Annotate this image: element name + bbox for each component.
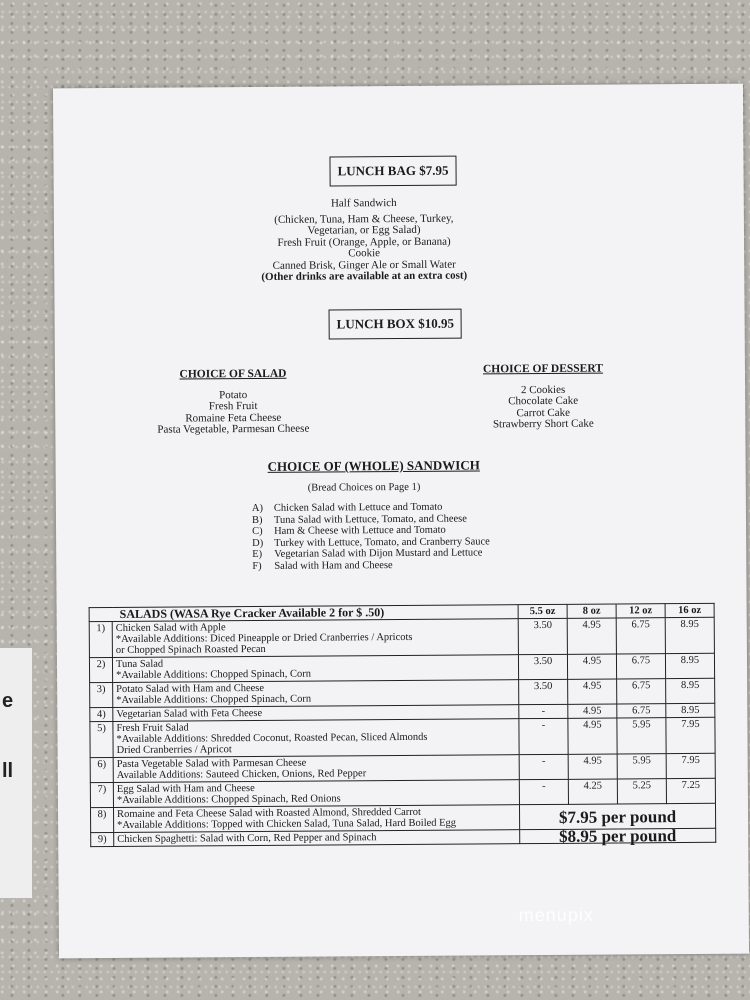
price-cell: 4.95 (568, 718, 617, 754)
price-cell: 4.95 (568, 679, 617, 704)
price-cell: 8.95 (666, 678, 715, 703)
lunch-box-title: LUNCH BOX $10.95 (329, 309, 463, 340)
price-cell: - (519, 718, 568, 754)
lunch-bag-contents (214, 197, 515, 284)
price-cell: 8.95 (666, 703, 715, 717)
choice-of-dessert-heading: CHOICE OF DESSERT (482, 362, 603, 376)
price-cell: 5.95 (617, 754, 666, 779)
price-cell: - (519, 754, 568, 779)
salad-line: Vegetarian Salad with Feta Cheese (116, 707, 263, 720)
row-number: 9) (91, 833, 114, 847)
lunch-bag-line: Half Sandwich (330, 197, 397, 210)
price-cell: 7.95 (666, 753, 715, 778)
price-cell: 6.75 (617, 679, 666, 704)
table-row (91, 828, 716, 846)
dessert-choice-item: 2 Cookies (520, 383, 566, 396)
price-cell: - (519, 779, 568, 804)
salad-line: Egg Salad with Ham and Cheese (116, 783, 255, 795)
price-cell: 8.95 (665, 653, 714, 678)
salad-line: Chicken Salad with Apple (115, 622, 226, 634)
price-cell: 3.50 (518, 618, 567, 654)
salad-line: or Chopped Spinach Roasted Pecan (115, 643, 266, 656)
price-cell: 3.50 (519, 679, 568, 704)
salad-description (113, 719, 519, 758)
sandwich-letter: F) (252, 560, 262, 573)
sandwich-item (252, 513, 490, 526)
sandwich-item (252, 548, 490, 561)
sandwich-text: Ham & Cheese with Lettuce and Tomato (274, 524, 446, 538)
salad-description (112, 655, 518, 683)
choice-of-salad-heading: CHOICE OF SALAD (179, 367, 287, 381)
sandwich-text: Chicken Salad with Lettuce and Tomato (273, 501, 443, 514)
price-cell: 6.75 (616, 618, 665, 654)
salad-line: Dried Cranberries / Apricot (116, 744, 232, 756)
price-cell: 6.75 (616, 654, 665, 679)
price-cell: - (519, 704, 568, 718)
salad-choice-item: Fresh Fruit (208, 399, 258, 413)
choice-of-dessert (463, 363, 623, 431)
row-number: 3) (90, 683, 113, 708)
row-number: 6) (90, 758, 113, 783)
price-cell: 4.25 (568, 779, 617, 804)
sandwich-letter: B) (251, 514, 263, 526)
price-cell: 3.50 (518, 654, 567, 679)
salad-choice-item: Potato (219, 388, 248, 401)
salad-line: Chicken Spaghetti: Salad with Corn, Red Pepper and Spinach (117, 832, 377, 845)
price-cell: 7.95 (666, 717, 715, 753)
salad-line: *Available Additions: Chopped Spinach, Corn (116, 668, 312, 681)
choice-of-salad (133, 368, 333, 436)
salad-line: Available Additions: Sauteed Chicken, Onions, Red Pepper (116, 768, 367, 781)
per-pound-price: $8.95 per pound (520, 828, 716, 843)
salad-description (113, 755, 519, 783)
side-card-letter: e (2, 690, 14, 712)
sandwich-heading: CHOICE OF (WHOLE) SANDWICH (267, 457, 480, 474)
salad-description (113, 780, 519, 808)
sandwich-letter: A) (251, 502, 264, 515)
salad-description (113, 680, 519, 708)
salads-price-table (89, 603, 717, 847)
dessert-choice-item: Carrot Cake (516, 406, 571, 419)
size-header: 12 oz (616, 604, 665, 618)
price-cell: 5.95 (617, 718, 666, 754)
bread-choices-note: (Bread Choices on Page 1) (307, 481, 421, 494)
lunch-bag-line: Fresh Fruit (Orange, Apple, or Banana) (277, 235, 451, 249)
sandwich-text: Turkey with Lettuce, Tomato, and Cranberry Sauce (274, 536, 490, 549)
sandwich-list (252, 501, 490, 572)
table-row (90, 717, 715, 757)
price-cell: 4.95 (567, 654, 616, 679)
lunch-bag-drinks-note: (Other drinks are available at an extra cost) (261, 269, 468, 283)
price-cell: 7.25 (666, 778, 715, 803)
salad-line: *Available Additions: Diced Pineapple or Dried Cranberries / Apricots (115, 631, 413, 645)
size-header: 8 oz (567, 604, 616, 618)
salad-line: Fresh Fruit Salad (116, 722, 189, 734)
side-menu-card-edge (0, 648, 32, 898)
salad-description (114, 830, 520, 847)
lunch-bag-line: Canned Brisk, Ginger Ale or Small Water (272, 258, 456, 272)
salad-line: *Available Additions: Chopped Spinach, Corn (116, 693, 312, 706)
dessert-choice-item: Chocolate Cake (508, 394, 579, 408)
sandwich-letter: C) (252, 526, 263, 538)
salad-line: Pasta Vegetable Salad with Parmesan Cheese (116, 757, 307, 770)
row-number: 1) (89, 622, 112, 658)
salad-choice-item: Pasta Vegetable, Parmesan Cheese (157, 422, 310, 436)
price-cell: 8.95 (665, 617, 714, 653)
salad-line: Tuna Salad (115, 658, 164, 670)
sandwich-text: Tuna Salad with Lettuce, Tomato, and Cheese (273, 513, 467, 526)
row-number: 8) (90, 808, 113, 833)
salad-description (112, 619, 518, 658)
salad-line: *Available Additions: Shredded Coconut, Roasted Pecan, Sliced Almonds (116, 731, 428, 745)
salad-line: Potato Salad with Ham and Cheese (116, 682, 265, 695)
table-row (89, 617, 714, 657)
lunch-bag-line: (Chicken, Tuna, Ham & Cheese, Turkey, (274, 212, 454, 226)
price-cell: 5.25 (617, 779, 666, 804)
sandwich-item (252, 559, 490, 572)
lunch-bag-line: Cookie (348, 247, 381, 260)
salad-description (113, 805, 519, 833)
dessert-choice-item: Strawberry Short Cake (492, 417, 594, 431)
row-number: 4) (90, 708, 113, 722)
row-number: 5) (90, 722, 113, 758)
price-cell: 4.95 (568, 754, 617, 779)
price-cell: 4.95 (567, 618, 616, 654)
sandwich-letter: D) (252, 537, 264, 549)
per-pound-price: $7.95 per pound (519, 803, 715, 829)
size-header: 5.5 oz (518, 604, 567, 618)
price-cell: 6.75 (617, 704, 666, 718)
lunch-bag-line: Vegetarian, or Egg Salad) (307, 223, 421, 237)
salads-table-title: SALADS (WASA Rye Cracker Available 2 for $ .50) (89, 605, 518, 622)
sandwich-text: Vegetarian Salad with Dijon Mustard and Lettuce (274, 547, 483, 561)
row-number: 7) (90, 783, 113, 808)
salad-choice-item: Romaine Feta Cheese (185, 411, 282, 425)
price-cell: 4.95 (568, 704, 617, 718)
row-number: 2) (89, 658, 112, 683)
salad-line: *Available Additions: Topped with Chicken Salad, Tuna Salad, Hard Boiled Egg (117, 817, 457, 831)
sandwich-letter: E) (252, 549, 263, 561)
sandwich-text: Salad with Ham and Cheese (274, 560, 393, 572)
salad-line: *Available Additions: Chopped Spinach, Red Onions (116, 793, 341, 806)
size-header: 16 oz (665, 603, 714, 617)
lunch-bag-title: LUNCH BAG $7.95 (329, 156, 456, 187)
side-card-letter: ll (2, 760, 14, 782)
menupix-watermark: menupix (518, 904, 594, 926)
salad-line: Romaine and Feta Cheese Salad with Roasted Almond, Shredded Carrot (117, 806, 421, 820)
menu-sheet (53, 84, 749, 959)
